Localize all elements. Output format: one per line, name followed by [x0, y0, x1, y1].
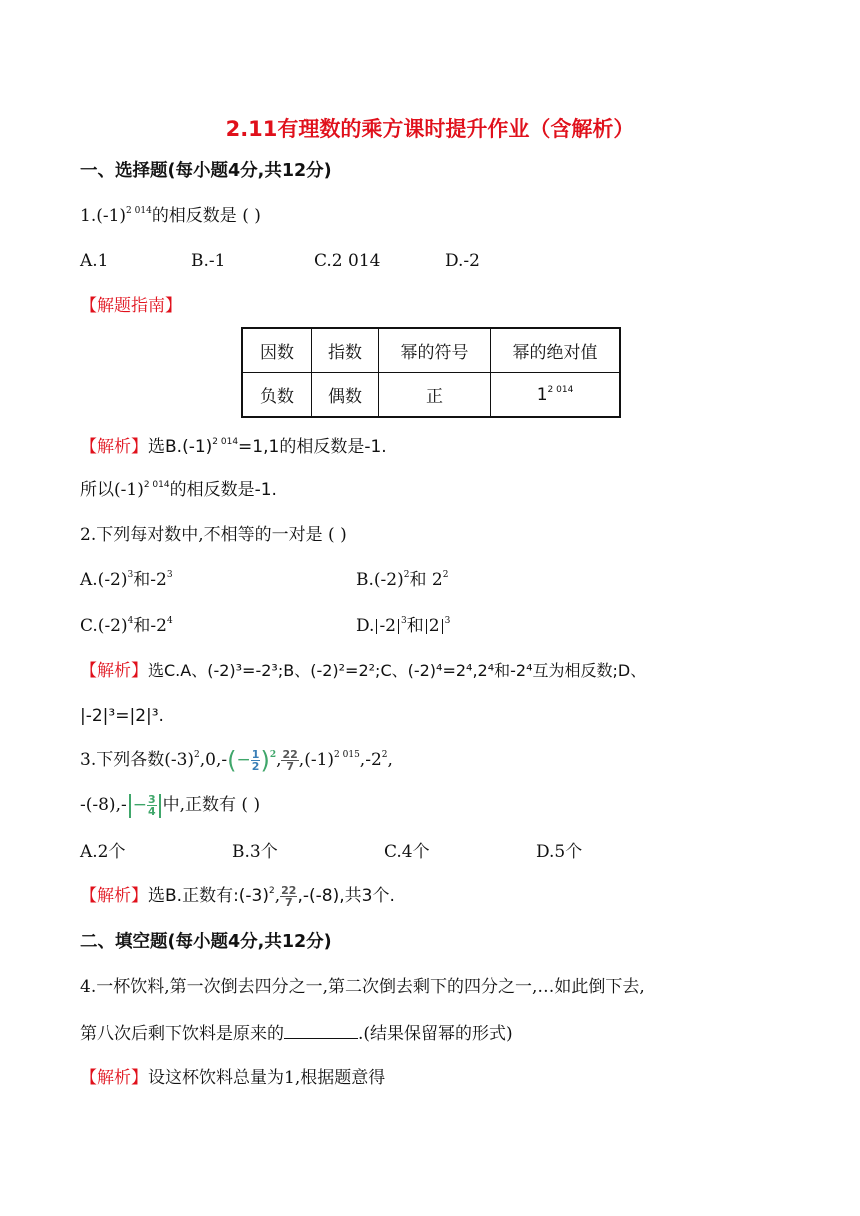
q3-option-a: A.2个 [80, 842, 126, 862]
table-row [242, 373, 620, 418]
table-header-cell: 指数 [312, 328, 379, 373]
fraction-three-quarters: $\frac{3}{4}$ [147, 793, 156, 818]
q1-option-d: D.-2 [445, 251, 480, 271]
fraction-22-over-7: $\frac{22}{7}$ [282, 748, 298, 773]
table-cell: 负数 [242, 373, 312, 418]
q2-option-c: $C.(-2)^4$和$-2^4$ [80, 616, 173, 636]
question-2-stem: 2.下列每对数中,不相等的一对是 ( ) [80, 525, 347, 545]
document-title: 2.11有理数的乘方课时提升作业（含解析） [225, 117, 635, 141]
q2-analysis-line-2: |-2|³=|2|³. [80, 706, 164, 726]
table-header-cell: 因数 [242, 328, 312, 373]
q2-option-d: D. -2 $^3$和 2 $^3$ [356, 616, 451, 636]
section-heading-fill: 二、填空题(每小题4分,共12分) [80, 932, 332, 952]
q1-option-c: C.2 014 [314, 251, 381, 271]
q1-option-b: B.-1 [191, 251, 226, 271]
question-4-line-2: 第八次后剩下饮料是原来的 .(结果保留幂的形式) [80, 1020, 513, 1046]
q1-analysis-line-2: 所以$(-1)^{2 014}$的相反数是-1. [80, 480, 277, 500]
q4-analysis: 【解析】设这杯饮料总量为1,根据题意得 [80, 1068, 386, 1088]
table-cell: 偶数 [312, 373, 379, 418]
q3-analysis: 【解析】选B.正数有$:(-3)^2$, $\frac{22}{7}$ ,-(-8),共3个. [80, 884, 395, 909]
fraction-one-half: $\frac{1}{2}$ [251, 748, 260, 773]
q2-option-b: $B.(-2)^2$和 $2^2$ [356, 570, 449, 590]
answer-blank [284, 1020, 358, 1039]
q3-option-c: C.4个 [384, 842, 430, 862]
q1-option-a: A.1 [80, 251, 109, 271]
section-heading-choice: 一、选择题(每小题4分,共12分) [80, 161, 332, 181]
table-cell: 正 [379, 373, 491, 418]
q1-guide-table [241, 327, 621, 418]
q3-option-b: B.3个 [232, 842, 278, 862]
table-header-cell: 幂的绝对值 [491, 328, 621, 373]
question-3-stem-line-1: 3.下列各数$(-3)^2,0,-(-$ $\frac{1}{2}$ )$^2$, $\frac{22}{7}$ $,(-1)^{2 015},-2^2$, [80, 746, 393, 775]
table-cell: $1^{2 014}$ [491, 373, 621, 418]
table-header-row [242, 328, 620, 373]
q2-analysis-line-1: 【解析】选C.A、(-2)³=-2³;B、(-2)²=2²;C、(-2)⁴=2⁴,2⁴和-2⁴互为相反数;D、 [80, 661, 647, 681]
question-3-stem-line-2: -(-8),- − $\frac{3}{4}$ 中,正数有 ( ) [80, 793, 261, 818]
table-header-cell: 幂的符号 [379, 328, 491, 373]
q1-guide-label: 【解题指南】 [80, 296, 182, 316]
question-4-line-1: 4.一杯饮料,第一次倒去四分之一,第二次倒去剩下的四分之一,…如此倒下去, [80, 977, 645, 997]
q1-analysis-line-1: 【解析】选$B.(-1)^{2 014}=1,1$的相反数是-1. [80, 437, 387, 457]
q2-option-a: $A.(-2)^3$和$-2^3$ [80, 570, 173, 590]
fraction-22-over-7: $\frac{22}{7}$ [281, 884, 297, 909]
q3-option-d: D.5个 [536, 842, 583, 862]
question-1-stem: $1.(-1)^{2 014}$的相反数是 ( ) [80, 206, 261, 226]
